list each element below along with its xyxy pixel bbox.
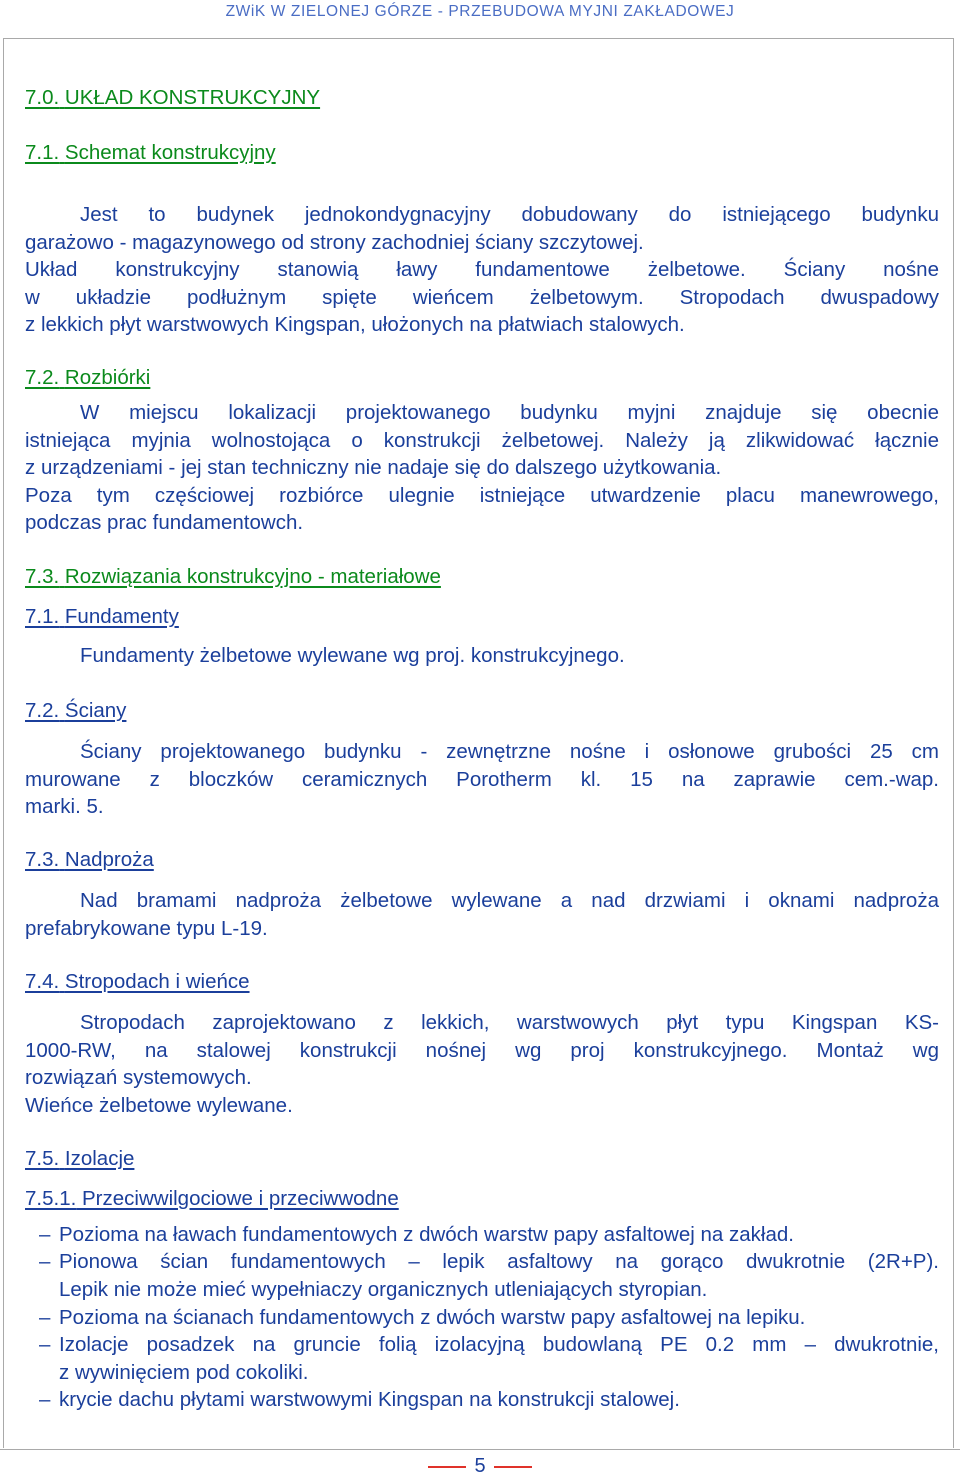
paragraph-sciany (25, 738, 939, 821)
paragraph-line: Układ konstrukcyjny stanowią ławy fundamentowe żelbetowe. Ściany nośne (25, 258, 939, 281)
page-number (0, 1455, 960, 1478)
list-item (25, 1248, 939, 1303)
subsection-number: 7.3. (25, 848, 60, 871)
subsection-title: Fundamenty (64, 605, 179, 628)
section-title: Rozbiórki (64, 366, 151, 389)
page-number-dash (494, 1466, 532, 1468)
subsection-heading-sciany (25, 699, 126, 723)
paragraph-line: Wieńce żelbetowe wylewane. (25, 1093, 293, 1117)
subsection-number: 7.1. (25, 605, 60, 628)
list-item (25, 1221, 939, 1249)
subsection-heading-fundamenty (25, 605, 179, 629)
subsection-title: Nadproża (64, 848, 154, 871)
list-item-text: z wywinięciem pod cokoliki. (59, 1360, 309, 1384)
section-number: 7.3. (25, 565, 60, 588)
section-number: 7.0. (25, 86, 60, 109)
list-item (25, 1386, 939, 1414)
dash-bullet: – (39, 1333, 51, 1356)
dash-bullet: – (39, 1306, 51, 1329)
list-item-text: krycie dachu płytami warstwowymi Kingspan na konstrukcji stalowej. (59, 1388, 680, 1411)
subsection-title: Izolacje (64, 1147, 135, 1170)
section-heading-7-2 (25, 366, 150, 390)
paragraph-line: rozwiązań systemowych. (25, 1066, 252, 1089)
list-item (25, 1331, 939, 1386)
subsection-number: 7.2. (25, 699, 60, 722)
paragraph-line: podczas prac fundamentowch. (25, 511, 304, 534)
section-title: Rozwiązania konstrukcyjno - materiałowe (64, 565, 441, 588)
paragraph-rozbiorki (25, 399, 939, 537)
page-number-dash (428, 1466, 466, 1468)
paragraph-line: Stropodach zaprojektowano z lekkich, warstwowych płyt typu Kingspan KS- (80, 1011, 939, 1034)
footer-rule (0, 1449, 960, 1450)
subsection-number: 7.4. (25, 970, 60, 993)
paragraph-line: istniejąca myjnia wolnostojąca o konstrukcji żelbetowej. Należy ją zlikwidować łącznie (25, 428, 939, 452)
list-item-text: Pozioma na ścianach fundamentowych z dwóch warstw papy asfaltowej na lepiku. (59, 1306, 806, 1329)
subsection-number: 7.5. (25, 1147, 60, 1170)
paragraph-line: garażowo - magazynowego od strony zachodniej ściany szczytowej. (25, 230, 644, 254)
list-item-text: Pozioma na ławach fundamentowych z dwóch warstw papy asfaltowej na zakład. (59, 1223, 794, 1246)
paragraph-line: z urządzeniami - jej stan techniczny nie nadaje się do dalszego użytkowania. (25, 456, 722, 479)
dash-bullet: – (39, 1223, 51, 1246)
subsection-heading-stropodach (25, 970, 250, 994)
dash-bullet: – (39, 1250, 51, 1273)
section-heading-7-0 (25, 86, 320, 110)
subsection-title: Przeciwwilgociowe i przeciwwodne (82, 1187, 399, 1210)
paragraph-line: Nad bramami nadproża żelbetowe wylewane a nad drzwiami i oknami nadproża (80, 889, 939, 912)
section-heading-7-3 (25, 565, 441, 589)
paragraph-stropodach (25, 1009, 939, 1119)
section-title: UKŁAD KONSTRUKCYJNY (64, 86, 321, 109)
paragraph-line: z lekkich płyt warstwowych Kingspan, ułożonych na płatwiach stalowych. (25, 313, 685, 336)
paragraph-schemat (25, 201, 939, 339)
paragraph-line: W miejscu lokalizacji projektowanego budynku myjni znajduje się obecnie (80, 401, 939, 424)
paragraph-line: marki. 5. (25, 795, 104, 818)
dash-bullet: – (39, 1388, 51, 1411)
paragraph-fundamenty: Fundamenty żelbetowe wylewane wg proj. konstrukcyjnego. (80, 644, 625, 667)
subsection-title: Ściany (64, 699, 127, 722)
paragraph-line: prefabrykowane typu L-19. (25, 916, 268, 940)
paragraph-line: murowane z bloczków ceramicznych Porotherm kl. 15 na zaprawie cem.-wap. (25, 767, 939, 791)
paragraph-line: Ściany projektowanego budynku - zewnętrzne nośne i osłonowe grubości 25 cm (80, 740, 939, 763)
section-number: 7.1. (25, 141, 60, 164)
paragraph-nadproza (25, 887, 939, 942)
list-item-text: Pionowa ścian fundamentowych – lepik asfaltowy na gorąco dwukrotnie (2R+P). (59, 1250, 939, 1273)
subsection-heading-przeciwwilgociowe (25, 1187, 399, 1211)
list-item-text: Izolacje posadzek na gruncie folią izolacyjną budowlaną PE 0.2 mm – dwukrotnie, (59, 1333, 939, 1356)
document-header: ZWiK W ZIELONEJ GÓRZE - PRZEBUDOWA MYJNI ZAKŁADOWEJ (225, 3, 735, 20)
page-number-value: 5 (474, 1455, 486, 1477)
paragraph-line: w układzie podłużnym spięte wieńcem żelbetowym. Stropodach dwuspadowy (25, 285, 939, 309)
subsection-heading-nadproza (25, 848, 154, 872)
list-item-text: Lepik nie może mieć wypełniaczy organicznych utleniających styropian. (59, 1277, 708, 1301)
subsection-title: Stropodach i wieńce (64, 970, 250, 993)
subsection-number: 7.5.1. (25, 1187, 77, 1210)
paragraph-line: Poza tym częściowej rozbiórce ulegnie istniejące utwardzenie placu manewrowego, (25, 483, 939, 507)
section-heading-7-1 (25, 141, 276, 165)
paragraph-line: Jest to budynek jednokondygnacyjny dobudowany do istniejącego budynku (80, 203, 939, 226)
subsection-heading-izolacje (25, 1147, 134, 1171)
section-title: Schemat konstrukcyjny (64, 141, 276, 164)
list-item (25, 1304, 939, 1332)
paragraph-line: 1000-RW, na stalowej konstrukcji nośnej wg proj konstrukcyjnego. Montaż wg (25, 1038, 939, 1062)
section-number: 7.2. (25, 366, 60, 389)
